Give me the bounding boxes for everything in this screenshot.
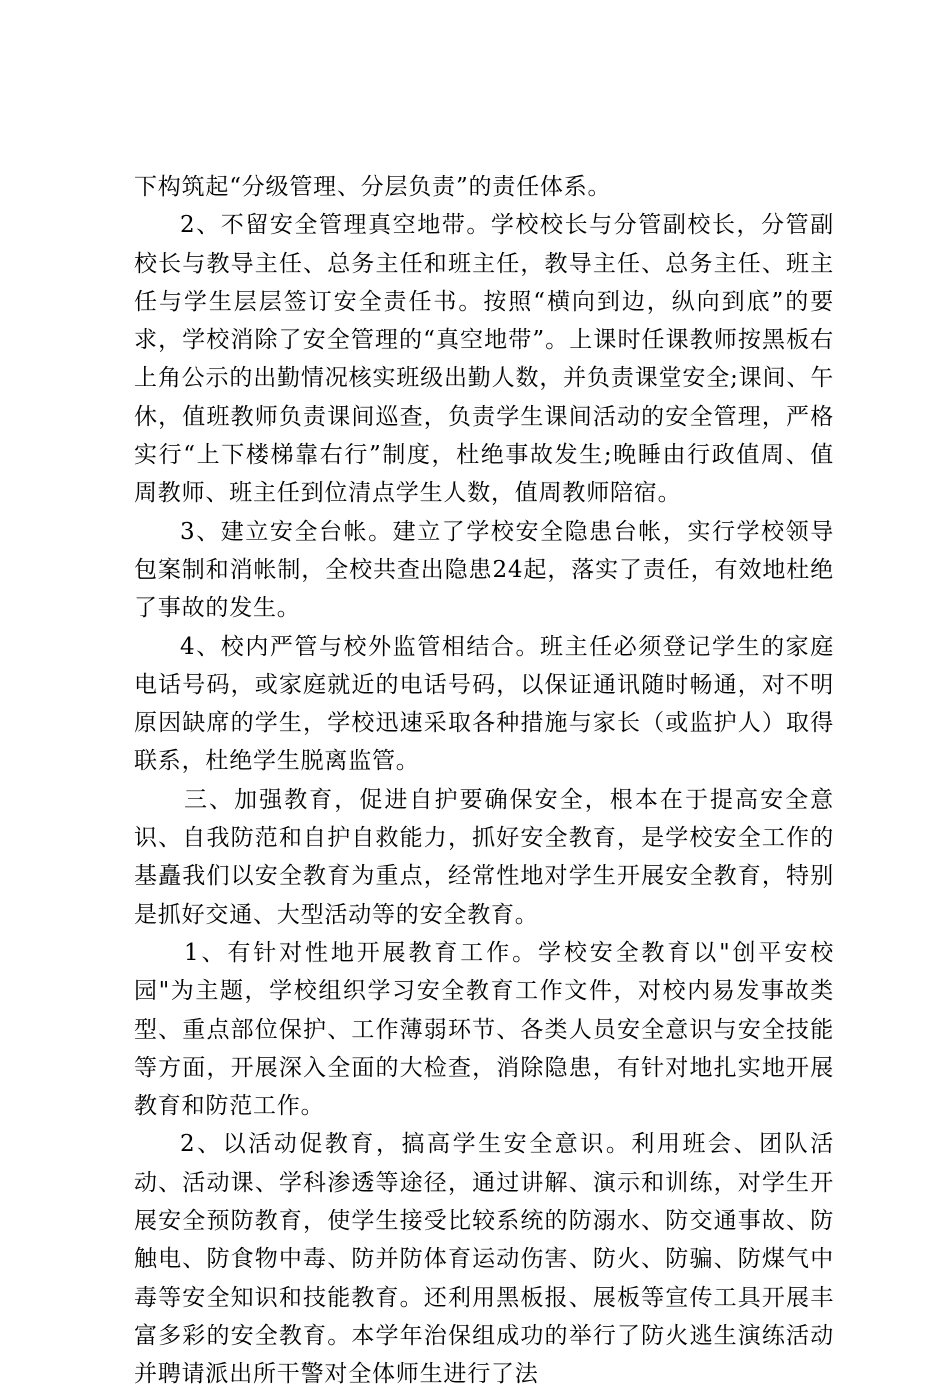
paragraph-1: 下构筑起“分级管理、分层负责”的责任体系。 <box>134 174 612 200</box>
document-body <box>134 168 834 1394</box>
paragraph-6: 1、有针对性地开展教育工作。学校安全教育以"创平安校园"为主题，学校组织学习安全教育工作文件，对校内易发事故类型、重点部位保护、工作薄弱环节、各类人员安全意识与安全技能等方面，开展深入全面的大检查，消除隐患，有针对地扎实地开展教育和防范工作。 <box>134 939 834 1120</box>
paragraph-2: 2、不留安全管理真空地带。学校校长与分管副校长，分管副校长与教导主任、总务主任和班主任，教导主任、总务主任、班主任与学生层层签订安全责任书。按照“横向到边，纵向到底”的要求，学校消除了安全管理的“真空地带”。上课时任课教师按黑板右上角公示的出勤情况核实班级出勤人数，并负责课堂安全;课间、午休，值班教师负责课间巡查，负责学生课间活动的安全管理，严格实行“上下楼梯靠右行”制度，杜绝事故发生;晚睡由行政值周、值周教师、班主任到位清点学生人数，值周教师陪宿。 <box>134 212 834 507</box>
paragraph-5: 三、加强教育，促进自护要确保安全，根本在于提高安全意识、自我防范和自护自救能力，抓好安全教育，是学校安全工作的基矗我们以安全教育为重点，经常性地对学生开展安全教育，特别是抓好交通、大型活动等的安全教育。 <box>134 786 834 928</box>
paragraph-7: 2、以活动促教育，搞高学生安全意识。利用班会、团队活动、活动课、学科渗透等途径，通过讲解、演示和训练，对学生开展安全预防教育，使学生接受比较系统的防溺水、防交通事故、防触电、防食物中毒、防并防体育运动伤害、防火、防骗、防煤气中毒等安全知识和技能教育。还利用黑板报、展板等宣传工具开展丰富多彩的安全教育。本学年治保组成功的举行了防火逃生演练活动并聘请派出所干警对全体师生进行了法 <box>134 1131 834 1388</box>
paragraph-4: 4、校内严管与校外监管相结合。班主任必须登记学生的家庭电话号码，或家庭就近的电话号码，以保证通讯随时畅通，对不明原因缺席的学生，学校迅速采取各种措施与家长（或监护人）取得联系，杜绝学生脱离监管。 <box>134 633 834 775</box>
paragraph-3: 3、建立安全台帐。建立了学校安全隐患台帐，实行学校领导包案制和消帐制，全校共查出隐患24起，落实了责任，有效地杜绝了事故的发生。 <box>134 518 834 622</box>
